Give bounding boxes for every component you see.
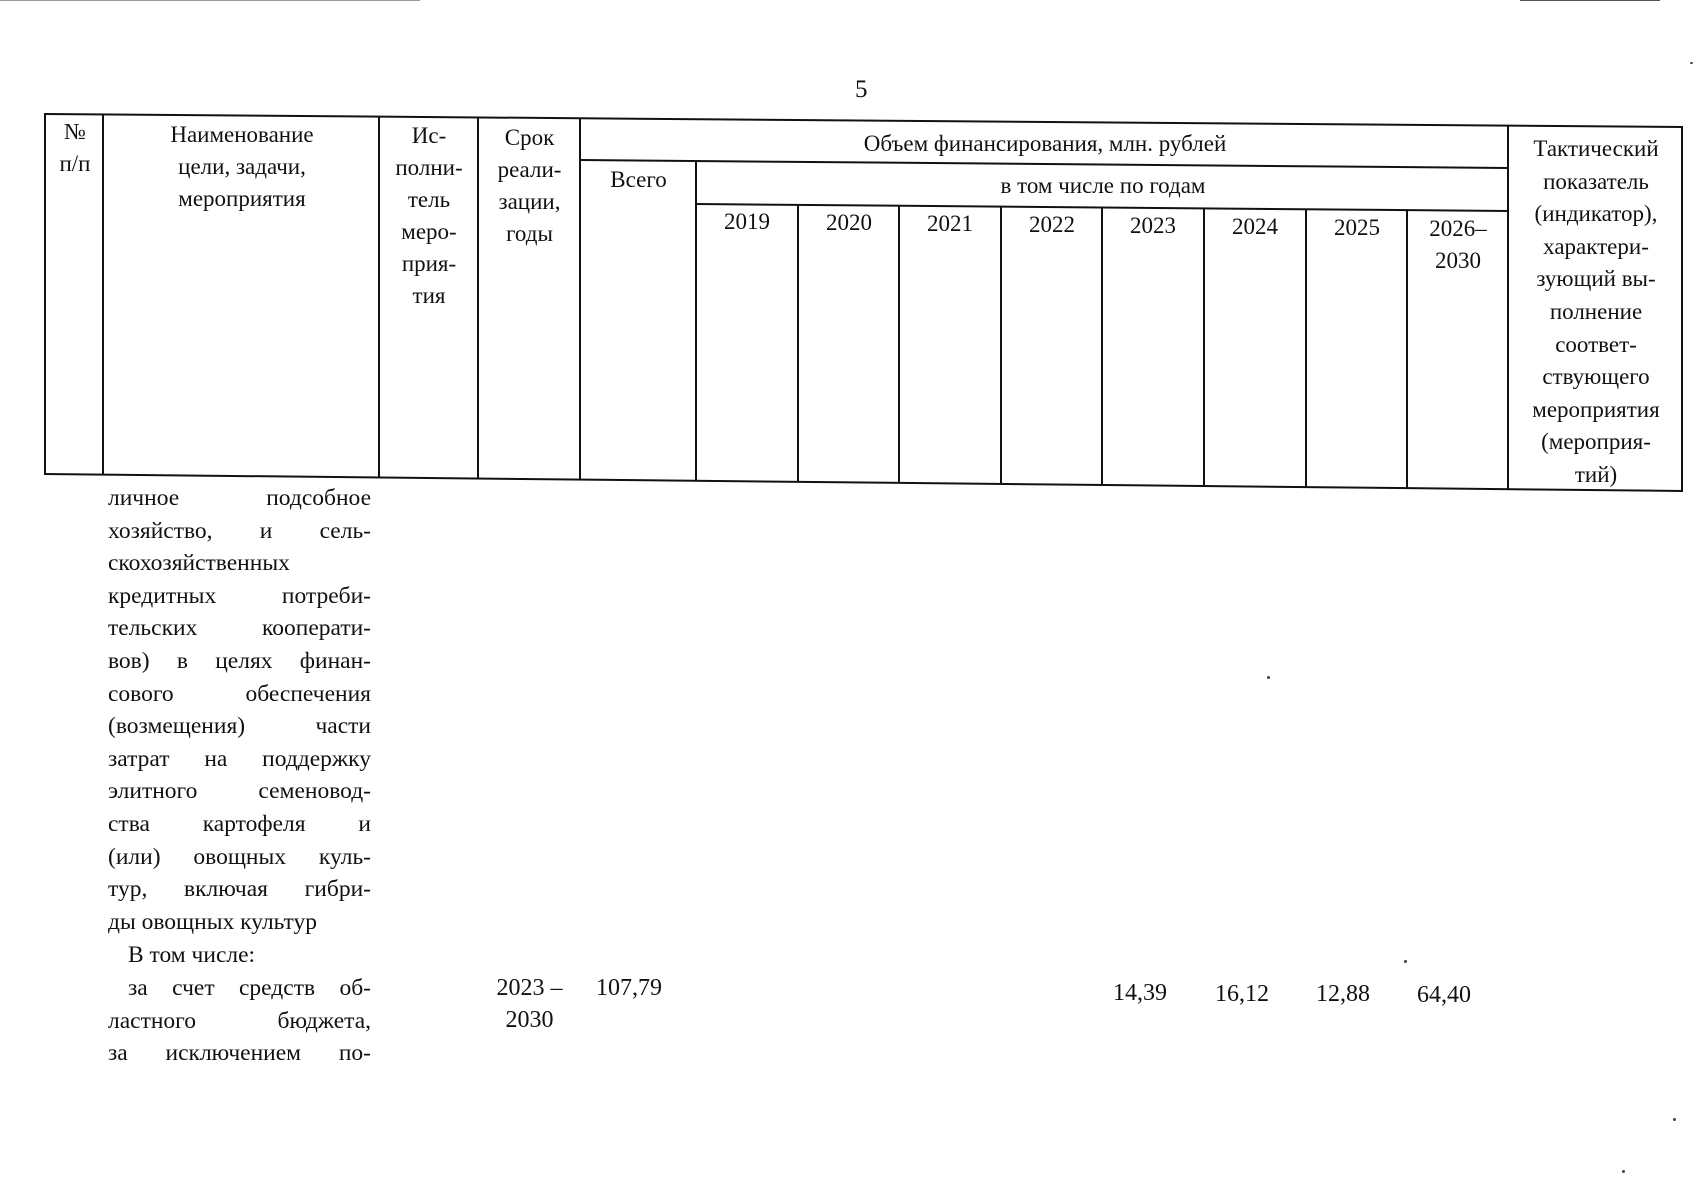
header-year-2025: 2025 xyxy=(1334,215,1380,240)
continuation-text xyxy=(108,482,371,938)
page-number: 5 xyxy=(855,76,868,103)
continuation-line: (возмещения) части xyxy=(108,713,371,740)
header-name-line: цели, задачи, xyxy=(178,154,306,179)
scan-speck xyxy=(1404,960,1407,963)
header-executor-line: Ис- xyxy=(411,123,447,148)
scan-speck xyxy=(1267,676,1270,679)
header-year-2022: 2022 xyxy=(1029,212,1075,237)
continuation-line: скохозяйственных xyxy=(108,550,290,577)
continuation-line: сового обеспечения xyxy=(108,680,371,707)
header-executor-line: тия xyxy=(412,283,446,308)
scan-speck xyxy=(1622,1170,1625,1173)
header-year-2019: 2019 xyxy=(724,209,770,234)
header-executor-line: тель xyxy=(407,187,451,212)
row-2025: 12,88 xyxy=(1316,981,1370,1007)
header-executor xyxy=(381,120,477,312)
row-2023: 14,39 xyxy=(1113,980,1167,1006)
header-indicator-line: полнение xyxy=(1549,298,1643,324)
continuation-line: кредитных потреби- xyxy=(108,582,371,609)
continuation-line: тельских кооперати- xyxy=(108,615,371,642)
row-total: 107,79 xyxy=(596,975,662,1001)
row-term-line: 2023 – xyxy=(496,975,563,1001)
row-term-line: 2030 xyxy=(505,1007,554,1033)
header-year-2023: 2023 xyxy=(1130,213,1176,238)
header-term-line: Срок xyxy=(504,125,555,150)
header-year-line: 2030 xyxy=(1435,248,1481,273)
header-indicator-line: мероприятия xyxy=(1532,396,1660,422)
header-year-2021: 2021 xyxy=(927,211,973,236)
header-total: Всего xyxy=(610,167,667,192)
header-indicator xyxy=(1510,133,1682,492)
header-by-years: в том числе по годам xyxy=(1000,173,1206,198)
header-funding: Объем финансирования, млн. рублей xyxy=(863,131,1227,156)
header-num-line: № xyxy=(64,119,86,144)
row-name-line: за исключением по- xyxy=(108,1040,371,1067)
header-name-line: Наименование xyxy=(170,122,314,147)
header-year-2020: 2020 xyxy=(826,210,872,235)
continuation-line: вов) в целях финан- xyxy=(108,647,371,674)
row-name-line: ластного бюджета, xyxy=(108,1007,371,1034)
continuation-line: ды овощных культур xyxy=(108,908,317,935)
header-executor-line: полни- xyxy=(395,155,463,180)
subheading: В том числе: xyxy=(128,942,256,968)
header-executor-line: меро- xyxy=(401,219,457,244)
header-num-line: п/п xyxy=(59,151,91,176)
scan-speck xyxy=(1673,1118,1676,1121)
row-2024: 16,12 xyxy=(1215,981,1269,1007)
header-executor-line: прия- xyxy=(401,251,457,276)
header-term-line: годы xyxy=(506,221,553,246)
header-num xyxy=(48,116,102,180)
header-term xyxy=(480,122,579,250)
continuation-line: личное подсобное xyxy=(108,485,371,511)
row-name-line: за счет средств об- xyxy=(128,975,371,1001)
header-indicator-line: зующий вы- xyxy=(1536,266,1656,292)
row-name xyxy=(108,972,371,1070)
header-indicator-line: тий) xyxy=(1574,461,1618,487)
header-indicator-line: ствующего xyxy=(1542,364,1650,390)
header-indicator-line: характери- xyxy=(1543,233,1649,259)
continuation-line: (или) овощных куль- xyxy=(108,843,371,870)
header-indicator-line: (индикатор), xyxy=(1534,201,1658,227)
header-year-2026-2030 xyxy=(1408,213,1508,277)
header-indicator-line: (мероприя- xyxy=(1541,429,1651,455)
row-term xyxy=(480,972,579,1036)
continuation-line: элитного семеновод- xyxy=(108,778,371,805)
header-term-line: реали- xyxy=(497,157,562,182)
header-name-line: мероприятия xyxy=(178,186,306,211)
scan-speck xyxy=(1690,62,1693,64)
scan-edge-line xyxy=(1520,0,1660,1)
scan-edge-line xyxy=(0,0,420,1)
row-2026-2030: 64,40 xyxy=(1417,982,1471,1008)
header-indicator-line: соответ- xyxy=(1555,331,1637,357)
continuation-line: хозяйство, и сель- xyxy=(108,517,371,544)
header-year-line: 2026– xyxy=(1429,216,1487,241)
header-year-2024: 2024 xyxy=(1232,214,1278,239)
continuation-line: ства картофеля и xyxy=(108,810,371,837)
header-indicator-line: показатель xyxy=(1543,168,1649,194)
continuation-line: тур, включая гибри- xyxy=(108,876,371,903)
header-indicator-line: Тактический xyxy=(1533,136,1659,161)
header-name xyxy=(108,119,376,215)
header-term-line: зации, xyxy=(498,189,561,214)
continuation-line: затрат на поддержку xyxy=(108,745,371,772)
